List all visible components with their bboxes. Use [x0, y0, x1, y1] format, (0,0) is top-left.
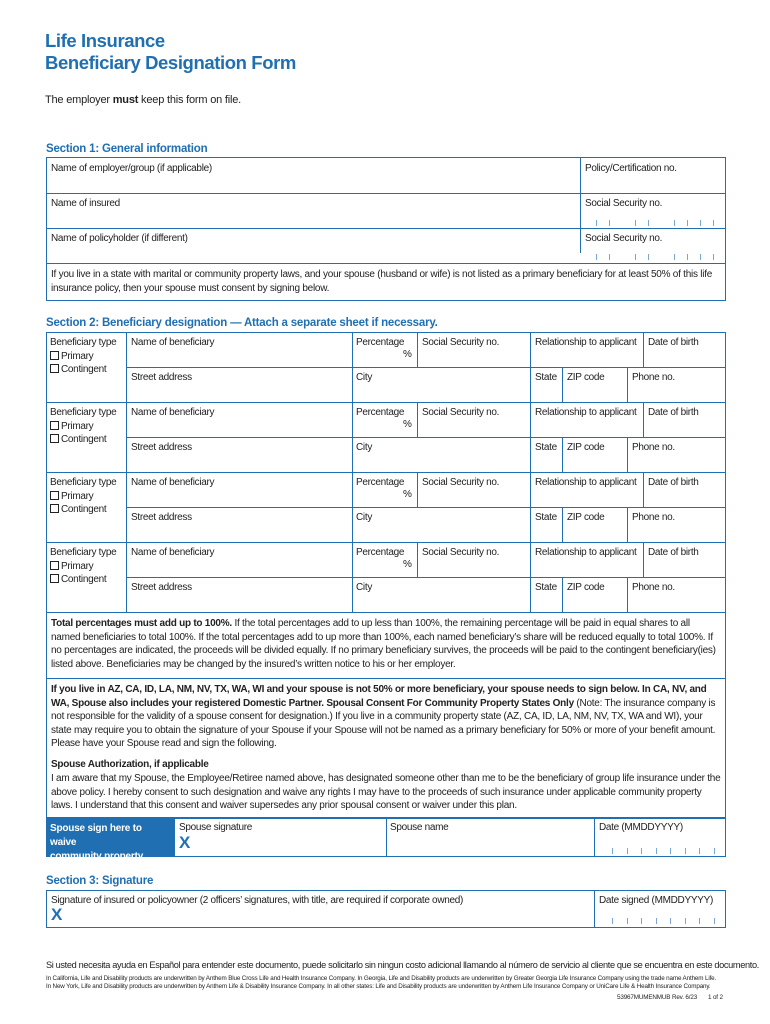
percent-sign: % — [403, 559, 412, 570]
benef-div-name — [352, 542, 353, 612]
s3-divider — [594, 890, 595, 928]
checkbox-box[interactable] — [50, 364, 59, 373]
state-label: State — [535, 582, 557, 593]
street-label: Street address — [131, 582, 192, 593]
benef-div-type — [126, 542, 127, 612]
spouse-banner-line2: community property rights — [50, 851, 144, 876]
legal-line-2: In New York, Life and Disability products are underwritten by Anthem Life & Disability Insurance Company. In all other states: Life and Disability products are underwritten by Anthem Life Insurance Company or UniCare Life & Health Insurance Company. — [46, 983, 711, 990]
state-label: State — [535, 372, 557, 383]
benef-div-name — [352, 472, 353, 542]
relationship-label: Relationship to applicant — [535, 337, 637, 348]
percentage-label: Percentage — [356, 407, 405, 418]
state-label: State — [535, 442, 557, 453]
zip-label: ZIP code — [567, 372, 605, 383]
percent-sign: % — [403, 419, 412, 430]
spouse-name-label: Spouse name — [390, 822, 449, 833]
contingent-label: Contingent — [61, 504, 107, 515]
ssn-label: Social Security no. — [585, 198, 663, 209]
page-number: 1 of 2 — [708, 994, 723, 1001]
benef-div-state — [562, 507, 563, 542]
benef-div-state — [562, 437, 563, 472]
benef-div-name — [352, 402, 353, 472]
benef-div-zip — [627, 437, 628, 472]
beneficiary-type-label: Beneficiary type — [50, 477, 117, 488]
percentage-label: Percentage — [356, 477, 405, 488]
benef-div-state — [562, 367, 563, 402]
community-property-notice: If you live in a state with marital or community property laws, and your spouse (husband or wife) is not listed as a primary beneficiary for at least 50% of this life insurance policy, then your spouse must consent by signing below. — [51, 269, 713, 294]
percent-sign: % — [403, 349, 412, 360]
benef-div-zip — [627, 367, 628, 402]
city-label: City — [356, 372, 373, 383]
beneficiary-name-label: Name of beneficiary — [131, 407, 215, 418]
spouse-date-label: Date (MMDDYYYY) — [599, 822, 683, 833]
contingent-label: Contingent — [61, 574, 107, 585]
benef-div-pct — [417, 542, 418, 577]
primary-checkbox[interactable] — [50, 491, 93, 502]
spouse-div-1 — [386, 818, 387, 857]
phone-label: Phone no. — [632, 582, 675, 593]
percentage-label: Percentage — [356, 337, 405, 348]
benef-div-type — [126, 472, 127, 542]
s2-states-line — [46, 678, 726, 679]
phone-label: Phone no. — [632, 372, 675, 383]
spouse-banner-line1: Spouse sign here to waive — [50, 823, 142, 848]
totals-text: If the total percentages add to up less than 100%, the remaining percentage will be paid in equal shares to all named beneficiaries to total 100%. If the total percentages add to up more than 100%, each named beneficiary’s share will be reduced equally to total 100%. If no percentages are indicated, the proceeds will be divided equally. If no primary beneficiary survives, the proceeds will be paid to the contingent beneficiary(ies) listed above. Beneficiaries may be changed by the insured’s written notice to his or her employer. — [51, 618, 716, 670]
contingent-checkbox[interactable] — [50, 434, 106, 445]
totals-paragraph — [51, 617, 721, 671]
contingent-checkbox[interactable] — [50, 364, 106, 375]
percent-sign: % — [403, 489, 412, 500]
spouse-auth-title: Spouse Authorization, if applicable — [51, 759, 209, 770]
beneficiary-ssn-label: Social Security no. — [422, 477, 500, 488]
date-signed-label: Date signed (MMDDYYYY) — [599, 895, 713, 906]
ssn-ticks[interactable] — [583, 216, 723, 226]
benef-mid-line — [126, 437, 726, 438]
states-paragraph — [51, 683, 721, 751]
insured-label: Name of insured — [51, 198, 120, 209]
insured-signature-field[interactable]: X — [51, 905, 63, 924]
checkbox-box[interactable] — [50, 491, 59, 500]
employer-label: Name of employer/group (if applicable) — [51, 163, 212, 174]
checkbox-box[interactable] — [50, 504, 59, 513]
s1-row-line-1 — [46, 193, 726, 194]
section3-title: Section 3: Signature — [46, 875, 154, 887]
benef-div-zip — [627, 577, 628, 612]
benef-mid-line — [126, 507, 726, 508]
benef-div-pct — [417, 402, 418, 437]
phone-label: Phone no. — [632, 512, 675, 523]
zip-label: ZIP code — [567, 582, 605, 593]
spouse-auth-text: I am aware that my Spouse, the Employee/Retiree named above, has designated someone other than me to be the beneficiary of group life insurance under the above policy. I hereby consent to such designation and waive any rights I may have to the proceeds of such insurance under applicable community property laws. I understand that this consent and waiver supersedes any prior spousal consent or waiver under this plan. — [51, 773, 721, 811]
city-label: City — [356, 442, 373, 453]
dob-label: Date of birth — [648, 337, 699, 348]
beneficiary-ssn-label: Social Security no. — [422, 337, 500, 348]
beneficiary-type-label: Beneficiary type — [50, 547, 117, 558]
percentage-label: Percentage — [356, 547, 405, 558]
street-label: Street address — [131, 442, 192, 453]
benef-div-ssn — [530, 332, 531, 402]
benef-div-rel — [643, 332, 644, 367]
contingent-label: Contingent — [61, 434, 107, 445]
date-signed-ticks[interactable] — [598, 914, 723, 924]
benef-div-ssn — [530, 402, 531, 472]
beneficiary-ssn-label: Social Security no. — [422, 407, 500, 418]
form-number: 53967MUMENMUB Rev. 6/23 — [617, 994, 698, 1001]
form-title — [45, 30, 296, 74]
contingent-checkbox[interactable] — [50, 504, 106, 515]
states-bold: If you live in AZ, CA, ID, LA, NM, NV, TX, WA, WI and your spouse is not 50% or more beneficiary, your spouse needs to sign below. In CA, NV, and WA, Spouse also includes your registered Domestic Partner. Spousal Consent For Community Property States Only — [51, 684, 707, 709]
benef-div-pct — [417, 472, 418, 507]
policyholder-label: Name of policyholder (if different) — [51, 233, 188, 244]
primary-checkbox[interactable] — [50, 561, 93, 572]
primary-label: Primary — [61, 561, 94, 572]
zip-label: ZIP code — [567, 512, 605, 523]
states-text: (Note: The insurance company is not responsible for the validity of a spouse consent for designation.) If you live in a community property state (AZ, CA, ID, LA, NM, NV, TX, WA and WI), your state may require you to obtain the signature of your Spouse if your Spouse will not be named as a primary beneficiary for 50% or more of your benefit amount. Please have your Spouse read and sign the following. — [51, 697, 716, 749]
ssn2-label: Social Security no. — [585, 233, 663, 244]
city-label: City — [356, 512, 373, 523]
primary-checkbox[interactable] — [50, 351, 93, 362]
spouse-date-ticks[interactable] — [598, 844, 723, 854]
spouse-sign-banner — [46, 818, 174, 876]
title-line-1: Life Insurance — [45, 30, 165, 51]
beneficiary-name-label: Name of beneficiary — [131, 337, 215, 348]
employer-note — [45, 94, 241, 106]
checkbox-box[interactable] — [50, 574, 59, 583]
benef-div-type — [126, 402, 127, 472]
beneficiary-name-label: Name of beneficiary — [131, 547, 215, 558]
relationship-label: Relationship to applicant — [535, 407, 637, 418]
benef-div-name — [352, 332, 353, 402]
benef-div-ssn — [530, 472, 531, 542]
primary-label: Primary — [61, 351, 94, 362]
dob-label: Date of birth — [648, 477, 699, 488]
zip-label: ZIP code — [567, 442, 605, 453]
ssn2-ticks[interactable] — [583, 250, 723, 260]
phone-label: Phone no. — [632, 442, 675, 453]
state-label: State — [535, 512, 557, 523]
benef-div-rel — [643, 542, 644, 577]
policy-label: Policy/Certification no. — [585, 163, 677, 174]
s2-totals-line — [46, 612, 726, 613]
primary-label: Primary — [61, 491, 94, 502]
benef-div-rel — [643, 472, 644, 507]
section2-title: Section 2: Beneficiary designation — Attach a separate sheet if necessary. — [46, 317, 438, 329]
primary-checkbox[interactable] — [50, 421, 93, 432]
section1-title: Section 1: General information — [46, 143, 208, 155]
note-pre: The employer — [45, 94, 113, 106]
city-label: City — [356, 582, 373, 593]
benef-top-line — [46, 542, 726, 543]
benef-div-state — [562, 577, 563, 612]
street-label: Street address — [131, 512, 192, 523]
benef-div-pct — [417, 332, 418, 367]
benef-div-type — [126, 332, 127, 402]
totals-bold: Total percentages must add up to 100%. — [51, 618, 232, 629]
benef-div-ssn — [530, 542, 531, 612]
beneficiary-ssn-label: Social Security no. — [422, 547, 500, 558]
benef-mid-line — [126, 577, 726, 578]
beneficiary-name-label: Name of beneficiary — [131, 477, 215, 488]
contingent-checkbox[interactable] — [50, 574, 106, 585]
signature-label: Signature of insured or policyowner (2 officers’ signatures, with title, are required if corporate owned) — [51, 895, 464, 906]
checkbox-box[interactable] — [50, 421, 59, 430]
dob-label: Date of birth — [648, 547, 699, 558]
spouse-div-2 — [594, 818, 595, 857]
street-label: Street address — [131, 372, 192, 383]
relationship-label: Relationship to applicant — [535, 547, 637, 558]
spouse-signature-label: Spouse signature — [179, 822, 253, 833]
s1-row-line-2 — [46, 228, 726, 229]
s1-divider — [580, 157, 581, 253]
s1-row-line-3 — [46, 263, 726, 264]
spouse-signature-field[interactable]: X — [179, 833, 191, 852]
benef-div-rel — [643, 402, 644, 437]
primary-label: Primary — [61, 421, 94, 432]
note-bold: must — [112, 94, 139, 106]
benef-top-line — [46, 402, 726, 403]
benef-mid-line — [126, 367, 726, 368]
checkbox-box[interactable] — [50, 351, 59, 360]
checkbox-box[interactable] — [50, 561, 59, 570]
relationship-label: Relationship to applicant — [535, 477, 637, 488]
spanish-notice: Si usted necesita ayuda en Español para entender este documento, puede solicitarlo sin ningun costo adicional llamando al número de servicio al cliente que se encuentra en este documento. — [46, 960, 759, 970]
benef-top-line — [46, 472, 726, 473]
beneficiary-type-label: Beneficiary type — [50, 337, 117, 348]
dob-label: Date of birth — [648, 407, 699, 418]
title-line-2: Beneficiary Designation Form — [45, 52, 296, 73]
note-post: keep this form on file. — [138, 94, 242, 106]
benef-div-zip — [627, 507, 628, 542]
legal-line-1: In California, Life and Disability products are underwritten by Anthem Blue Cross Life and Health Insurance Company. In Georgia, Life and Disability products are underwritten by Greater Georgia Life Insurance Company using the trade name Anthem Life. — [46, 975, 717, 982]
contingent-label: Contingent — [61, 364, 107, 375]
checkbox-box[interactable] — [50, 434, 59, 443]
beneficiary-type-label: Beneficiary type — [50, 407, 117, 418]
